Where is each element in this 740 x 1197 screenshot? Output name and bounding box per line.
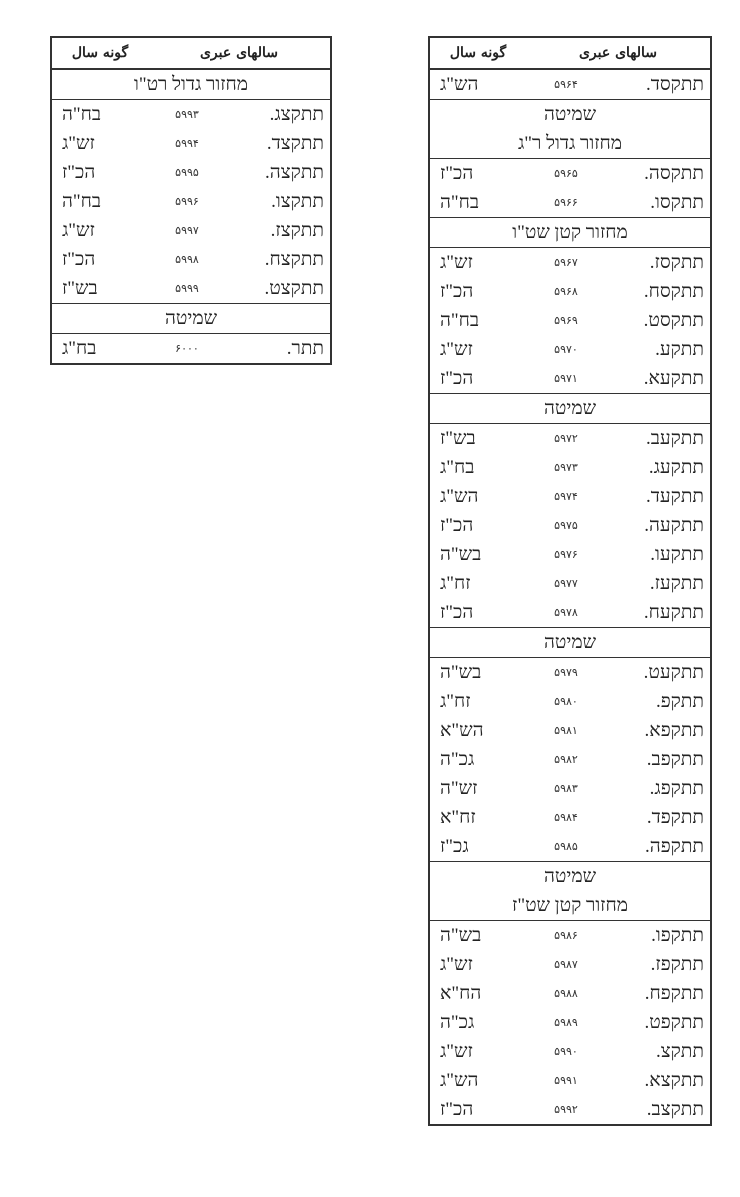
year-type: זש"ג [62, 132, 95, 154]
table-row [430, 774, 710, 803]
hebrew-year-label: תתקעב. [645, 427, 704, 449]
year-type: זש"ג [440, 338, 473, 360]
table-row [430, 1095, 710, 1124]
year-number: ۵۹۸۸ [554, 987, 578, 1000]
hebrew-year-label: תתקצא. [644, 1069, 704, 1091]
table-row [430, 511, 710, 540]
hebrew-year-label: תתקסה. [644, 162, 704, 184]
section-heading: מחזור גדול ר"ג [430, 129, 710, 159]
table-row [52, 187, 330, 216]
hebrew-year-label: תתקפו. [651, 924, 704, 946]
year-type: זח"א [440, 806, 476, 828]
hebrew-year-label: תתקצב. [646, 1098, 704, 1120]
year-number: ۵۹۹۳ [175, 108, 199, 121]
section-heading: שמיטה [543, 866, 597, 887]
hebrew-year-label: תתקסד. [645, 73, 704, 95]
hebrew-year-label: תתקעט. [643, 661, 704, 683]
year-type: הש"ג [440, 485, 479, 507]
year-number: ۵۹۹۵ [175, 166, 199, 179]
table-row [52, 245, 330, 274]
year-number: ۵۹۶۸ [554, 285, 578, 298]
table-row [430, 70, 710, 99]
hebrew-year-label: תתקפח. [644, 982, 704, 1004]
table-header [430, 38, 710, 70]
hebrew-year-label: תתקפג. [649, 777, 704, 799]
year-type: הכ"ז [440, 514, 474, 536]
year-number: ۵۹۸۴ [554, 811, 578, 824]
year-type: בש"ה [440, 924, 482, 946]
left-table [50, 36, 332, 365]
table-row [430, 745, 710, 774]
table-row [430, 803, 710, 832]
table-row [52, 158, 330, 187]
table-row [430, 1008, 710, 1037]
year-number: ۵۹۷۳ [554, 461, 578, 474]
year-number: ۵۹۷۸ [554, 606, 578, 619]
hebrew-year-label: תתקצג. [269, 103, 324, 125]
hebrew-year-label: תתקסח. [643, 280, 704, 302]
year-type: הכ"ז [62, 248, 96, 270]
year-type: זח"ג [440, 572, 471, 594]
year-number: ۵۹۶۶ [554, 196, 578, 209]
table-row [430, 540, 710, 569]
year-number: ۵۹۹۰ [554, 1045, 578, 1058]
table-group [430, 861, 710, 1124]
hebrew-year-label: תתר. [286, 337, 324, 359]
year-number: ۵۹۶۷ [554, 256, 578, 269]
year-type: הכ"ז [440, 280, 474, 302]
table-row [430, 950, 710, 979]
table-group [52, 70, 330, 303]
table-row [52, 216, 330, 245]
year-type: זח"ג [440, 690, 471, 712]
year-type: בח"ג [62, 337, 97, 359]
year-type: הכ"ז [440, 367, 474, 389]
year-type: זש"ה [440, 777, 478, 799]
year-number: ۵۹۷۵ [554, 519, 578, 532]
table-row [430, 277, 710, 306]
header-years: سالهای عبری [199, 45, 279, 61]
hebrew-year-label: תתקעז. [649, 572, 704, 594]
header-type: گونه سال [71, 45, 129, 61]
hebrew-year-label: תתקפה. [645, 835, 704, 857]
year-number: ۵۹۶۴ [554, 78, 578, 91]
year-number: ۵۹۷۲ [554, 432, 578, 445]
section-heading: מחזור קטן שט"ו [430, 218, 710, 248]
hebrew-year-label: תתקסט. [643, 309, 704, 331]
year-number: ۵۹۹۴ [175, 137, 199, 150]
year-type: הכ"ז [440, 1098, 474, 1120]
year-number: ۵۹۹۷ [175, 224, 199, 237]
hebrew-year-label: תתקסז. [649, 251, 704, 273]
hebrew-year-label: תתקעה. [644, 514, 704, 536]
year-type: בח"ה [440, 309, 480, 331]
table-row [430, 306, 710, 335]
year-type: הש"א [440, 719, 484, 741]
left-table-body [52, 70, 330, 363]
year-type: הש"ג [440, 1069, 479, 1091]
hebrew-year-label: תתקצט. [264, 277, 324, 299]
year-number: ۵۹۶۵ [554, 167, 578, 180]
table-group [430, 217, 710, 393]
year-type: זש"ג [62, 219, 95, 241]
year-number: ۵۹۸۳ [554, 782, 578, 795]
hebrew-year-label: תתקצח. [264, 248, 324, 270]
year-number: ۵۹۹۹ [175, 282, 199, 295]
table-row [430, 921, 710, 950]
hebrew-year-label: תתקצ. [655, 1040, 704, 1062]
header-years: سالهای عبری [578, 45, 658, 61]
year-type: זש"ג [440, 251, 473, 273]
hebrew-year-label: תתקפט. [644, 1011, 704, 1033]
table-row [52, 100, 330, 129]
hebrew-year-label: תתקעג. [648, 456, 704, 478]
table-row [430, 188, 710, 217]
hebrew-year-label: תתקצו. [271, 190, 324, 212]
table-group [430, 99, 710, 217]
year-type: בש"ז [62, 277, 98, 299]
table-row [430, 453, 710, 482]
hebrew-year-label: תתקסו. [650, 191, 704, 213]
table-row [430, 159, 710, 188]
year-type: הש"ג [440, 73, 479, 95]
header-type: گونه سال [449, 45, 507, 61]
table-row [52, 129, 330, 158]
year-number: ۵۹۷۷ [554, 577, 578, 590]
table-row [430, 1037, 710, 1066]
hebrew-year-label: תתקפד. [646, 806, 704, 828]
year-number: ۵۹۸۵ [554, 840, 578, 853]
year-type: בש"ז [440, 427, 476, 449]
year-number: ۵۹۹۱ [554, 1074, 578, 1087]
year-number: ۵۹۶۹ [554, 314, 578, 327]
table-row [430, 687, 710, 716]
hebrew-year-label: תתקפב. [646, 748, 704, 770]
year-number: ۵۹۸۹ [554, 1016, 578, 1029]
section-heading: שמיטה [543, 104, 597, 125]
table-row [430, 658, 710, 687]
year-type: גכ"ה [440, 1011, 475, 1033]
year-number: ۵۹۷۴ [554, 490, 578, 503]
section-heading: שמיטה [430, 394, 710, 424]
year-number: ۵۹۸۱ [554, 724, 578, 737]
table-row [52, 274, 330, 303]
table-row [430, 716, 710, 745]
hebrew-year-label: תתקעו. [650, 543, 704, 565]
table-row [430, 424, 710, 453]
right-table [428, 36, 712, 1126]
year-number: ۵۹۷۰ [554, 343, 578, 356]
year-type: בש"ה [440, 543, 482, 565]
table-group [52, 303, 330, 363]
table-row [430, 569, 710, 598]
table-group [430, 393, 710, 627]
year-type: הח"א [440, 982, 482, 1004]
year-type: בח"ה [62, 190, 102, 212]
hebrew-year-label: תתקעח. [643, 601, 704, 623]
hebrew-year-label: תתקצד. [266, 132, 324, 154]
section-heading: שמיטה [52, 304, 330, 334]
table-group [430, 627, 710, 861]
hebrew-year-label: תתקפז. [650, 953, 704, 975]
hebrew-year-label: תתקצה. [265, 161, 324, 183]
year-type: זש"ג [440, 953, 473, 975]
hebrew-year-label: תתקפ. [655, 690, 704, 712]
year-type: הכ"ז [440, 162, 474, 184]
section-heading: מחזור קטן שט"ז [430, 891, 710, 921]
year-number: ۵۹۷۹ [554, 666, 578, 679]
year-type: בח"ג [440, 456, 475, 478]
hebrew-year-label: תתקעא. [643, 367, 704, 389]
table-row [430, 364, 710, 393]
year-type: גכ"ז [440, 835, 469, 857]
year-type: בש"ה [440, 661, 482, 683]
table-row [430, 482, 710, 511]
year-number: ۵۹۸۶ [554, 929, 578, 942]
section-heading: מחזור גדול רט"ו [52, 70, 330, 100]
right-table-body [430, 70, 710, 1124]
year-type: הכ"ז [62, 161, 96, 183]
table-row [430, 979, 710, 1008]
hebrew-year-label: תתקפא. [644, 719, 704, 741]
hebrew-year-label: תתקצז. [270, 219, 324, 241]
year-number: ۵۹۹۶ [175, 195, 199, 208]
table-row [430, 1066, 710, 1095]
year-number: ۵۹۸۷ [554, 958, 578, 971]
year-type: בח"ה [440, 191, 480, 213]
year-type: הכ"ז [440, 601, 474, 623]
table-row [430, 598, 710, 627]
year-number: ۵۹۹۸ [175, 253, 199, 266]
hebrew-year-label: תתקע. [655, 338, 704, 360]
year-number: ۵۹۷۶ [554, 548, 578, 561]
hebrew-year-label: תתקעד. [646, 485, 704, 507]
table-row [430, 335, 710, 364]
year-type: בח"ה [62, 103, 102, 125]
table-row [52, 334, 330, 363]
table-header [52, 38, 330, 70]
table-row [430, 832, 710, 861]
year-type: זש"ג [440, 1040, 473, 1062]
table-row [430, 248, 710, 277]
year-number: ۶۰۰۰ [175, 342, 199, 355]
year-number: ۵۹۸۰ [554, 695, 578, 708]
table-group [430, 70, 710, 99]
year-number: ۵۹۷۱ [554, 372, 578, 385]
year-type: גכ"ה [440, 748, 475, 770]
year-number: ۵۹۹۲ [554, 1103, 578, 1116]
year-number: ۵۹۸۲ [554, 753, 578, 766]
section-heading: שמיטה [430, 628, 710, 658]
